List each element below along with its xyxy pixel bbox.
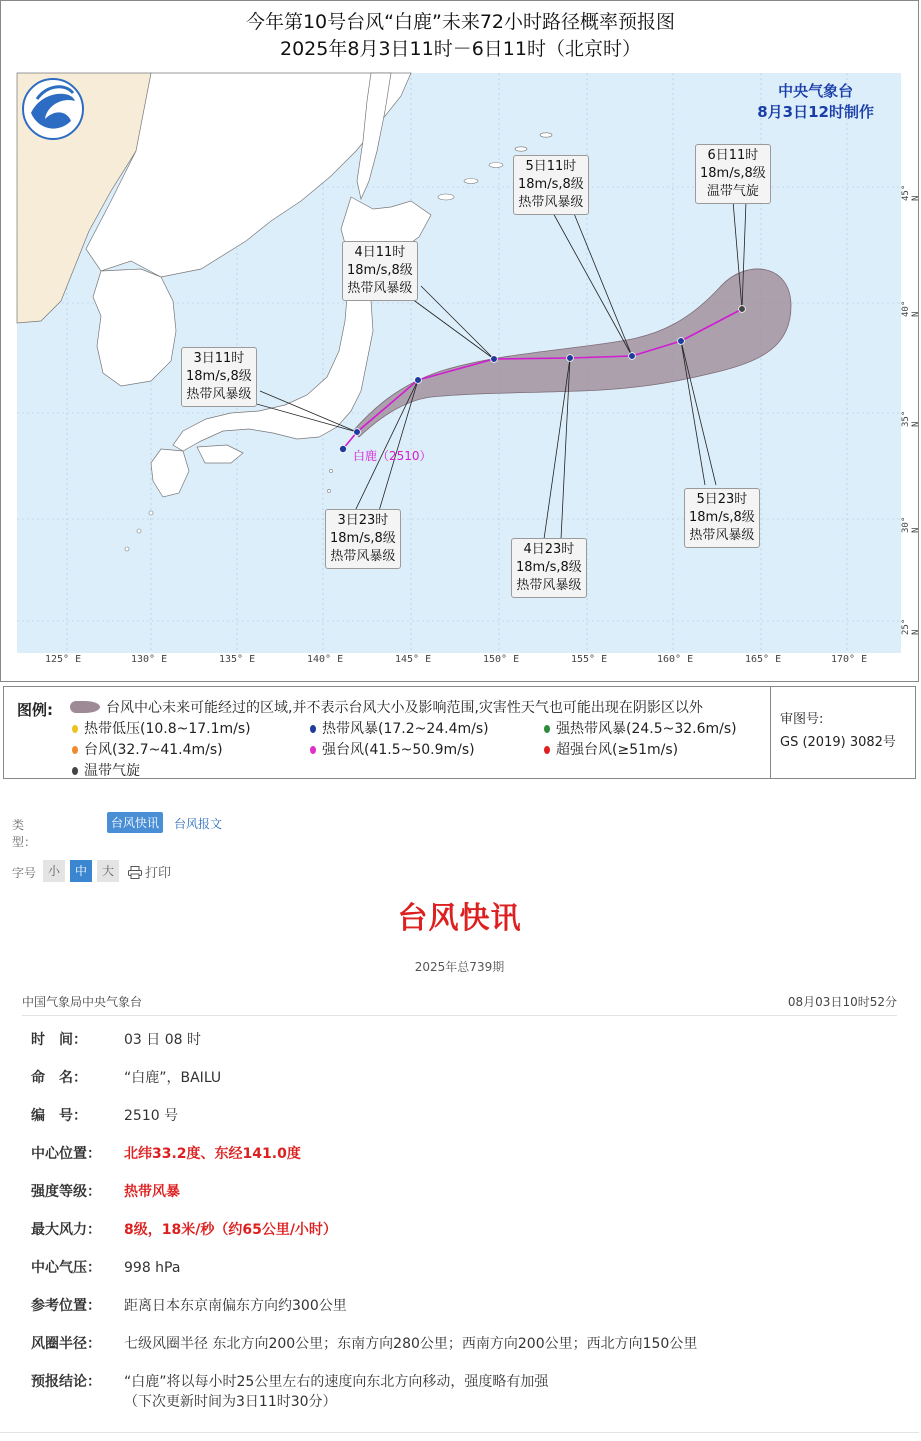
map-title (1, 9, 920, 63)
info-key: 参考位置： (31, 1298, 101, 1314)
legend-item-td (72, 718, 251, 738)
review-number: GS (2019) 3082号 (780, 735, 896, 750)
info-key: 中心位置： (31, 1146, 101, 1162)
bottom-divider (0, 1432, 919, 1433)
legend-item-extratropical (72, 760, 140, 780)
tag-typhoon-bulletin[interactable]: 台风报文 (174, 817, 223, 831)
track-point (415, 377, 422, 384)
publish-time: 08月03日10时52分 (787, 995, 897, 1009)
print-label: 打印 (145, 866, 172, 881)
legend-divider (770, 687, 771, 778)
lon-label: 165° E (745, 654, 782, 665)
callout-time: 3日23时 (337, 513, 389, 528)
source-row (22, 993, 897, 1016)
info-value: 8级，18米/秒（约65公里/小时） (124, 1222, 337, 1238)
legend-heading: 图例: (17, 701, 53, 719)
info-value-next-update: （下次更新时间为3日11时30分） (124, 1394, 337, 1410)
callout-level: 热带风暴级 (330, 549, 396, 564)
callout-wind: 18m/s,8级 (516, 560, 582, 575)
legend-label: 温带气旋 (84, 763, 140, 779)
callout-time: 4日11时 (354, 245, 406, 260)
lon-label: 160° E (657, 654, 694, 665)
storm-label: 白鹿（2510） (353, 449, 432, 463)
legend-label: 热带低压(10.8~17.1m/s) (84, 721, 251, 737)
callout-level: 热带风暴级 (689, 528, 755, 543)
legend-label: 强热带风暴(24.5~32.6m/s) (556, 721, 737, 737)
legend-item-ts (310, 718, 489, 738)
info-key: 强度等级： (31, 1184, 101, 1200)
callout-5d11h (513, 155, 589, 215)
info-key: 风圈半径： (31, 1336, 101, 1352)
cma-name: 中央气象台 (778, 82, 854, 100)
callout-time: 6日11时 (707, 148, 759, 163)
callout-time: 3日11时 (193, 351, 245, 366)
legend-dot (72, 767, 78, 775)
printer-icon (128, 866, 142, 879)
info-value: 距离日本东京南偏东方向约300公里 (124, 1298, 347, 1314)
track-point-extratropical (739, 306, 746, 313)
article-title: 台风快讯 (397, 901, 522, 936)
callout-wind: 18m/s,8级 (700, 166, 766, 181)
lon-label: 135° E (219, 654, 256, 665)
track-point (491, 356, 498, 363)
info-value: 03 日 08 时 (124, 1032, 201, 1048)
lat-label: 40° N (901, 300, 921, 317)
font-small-button[interactable]: 小 (43, 860, 65, 882)
callout-level: 温带气旋 (706, 184, 759, 199)
legend-dot (72, 725, 78, 733)
info-value: “白鹿”将以每小时25公里左右的速度向东北方向移动，强度略有加强 (124, 1374, 549, 1390)
info-value: 北纬33.2度、东经141.0度 (124, 1146, 301, 1162)
callout-time: 4日23时 (523, 542, 575, 557)
cma-logo (23, 79, 83, 139)
lon-label: 150° E (483, 654, 520, 665)
info-value: 七级风圈半径 东北方向200公里；东南方向280公里；西南方向200公里；西北方向150公里 (124, 1336, 698, 1352)
callout-level: 热带风暴级 (347, 281, 413, 296)
font-large-button[interactable]: 大 (97, 860, 119, 882)
map-title-line1: 今年第10号台风“白鹿”未来72小时路径概率预报图 (245, 11, 676, 33)
typhoon-track-map (0, 0, 919, 682)
issue-number: 2025年总739期 (414, 960, 505, 974)
callout-3d11h (181, 347, 257, 407)
cone-swatch (70, 701, 100, 713)
info-value: “白鹿”，BAILU (124, 1070, 222, 1086)
track-point (629, 353, 636, 360)
legend-item-sty (310, 739, 475, 759)
track-point (678, 338, 685, 345)
legend-label: 台风(32.7~41.4m/s) (84, 742, 223, 758)
callout-level: 热带风暴级 (518, 195, 584, 210)
legend-dot (310, 725, 316, 733)
legend-dot (310, 746, 316, 754)
info-key: 最大风力： (31, 1222, 101, 1238)
legend-item-sts (544, 718, 737, 738)
lat-label: 30° N (901, 516, 921, 533)
callout-wind: 18m/s,8级 (347, 263, 413, 278)
info-key: 命 名： (31, 1070, 87, 1086)
info-key: 预报结论： (31, 1374, 101, 1390)
callout-wind: 18m/s,8级 (518, 177, 584, 192)
legend-label: 强台风(41.5~50.9m/s) (322, 742, 475, 758)
legend-dot (544, 746, 550, 754)
legend-label: 超强台风(≥51m/s) (556, 742, 679, 758)
tag-typhoon-flash[interactable]: 台风快讯 (107, 812, 163, 833)
info-value: 热带风暴 (124, 1184, 180, 1200)
info-key: 中心气压： (31, 1260, 101, 1276)
print-button[interactable] (128, 862, 171, 881)
lat-label: 45° N (901, 184, 921, 201)
korean-peninsula (93, 269, 176, 386)
lat-label: 25° N (901, 618, 921, 635)
legend-label: 热带风暴(17.2~24.4m/s) (322, 721, 489, 737)
callout-3d23h (325, 509, 401, 569)
callout-5d23h (684, 488, 760, 548)
callout-4d11h (342, 241, 418, 301)
type-label: 类型： (12, 818, 37, 849)
callout-time: 5日23时 (696, 492, 748, 507)
lat-label: 35° N (901, 410, 921, 427)
cma-made-time: 8月3日12时制作 (757, 103, 874, 121)
info-value: 2510 号 (124, 1108, 179, 1124)
map-title-line2: 2025年8月3日11时－6日11时（北京时） (280, 38, 641, 60)
callout-level: 热带风暴级 (516, 578, 582, 593)
legend-dot (72, 746, 78, 754)
lon-label: 130° E (131, 654, 168, 665)
review-label: 审图号: (780, 712, 824, 727)
map-legend (3, 686, 916, 779)
track-point (354, 429, 361, 436)
font-size-label: 字号 (12, 866, 37, 880)
callout-wind: 18m/s,8级 (186, 369, 252, 384)
lon-label: 125° E (45, 654, 82, 665)
callout-wind: 18m/s,8级 (689, 510, 755, 525)
callout-time: 5日11时 (525, 159, 577, 174)
lon-label: 155° E (571, 654, 608, 665)
source-agency: 中国气象局中央气象台 (22, 995, 143, 1009)
callout-4d23h (511, 538, 587, 598)
lon-label: 170° E (831, 654, 868, 665)
legend-item-ty (72, 739, 223, 759)
track-point (567, 355, 574, 362)
legend-item-super-ty (544, 739, 678, 759)
font-medium-button[interactable]: 中 (70, 860, 92, 882)
callout-6d11h (695, 144, 771, 204)
callout-wind: 18m/s,8级 (330, 531, 396, 546)
lon-label: 140° E (307, 654, 344, 665)
info-key: 时 间： (31, 1032, 87, 1048)
info-key: 编 号： (31, 1108, 87, 1124)
callout-level: 热带风暴级 (186, 387, 252, 402)
lon-label: 145° E (395, 654, 432, 665)
info-value: 998 hPa (124, 1260, 181, 1276)
legend-cone-text: 台风中心未来可能经过的区域,并不表示台风大小及影响范围,灾害性天气也可能出现在阴影区以外 (106, 700, 703, 716)
track-point-current (339, 445, 346, 452)
legend-dot (544, 725, 550, 733)
cma-label (757, 81, 874, 123)
